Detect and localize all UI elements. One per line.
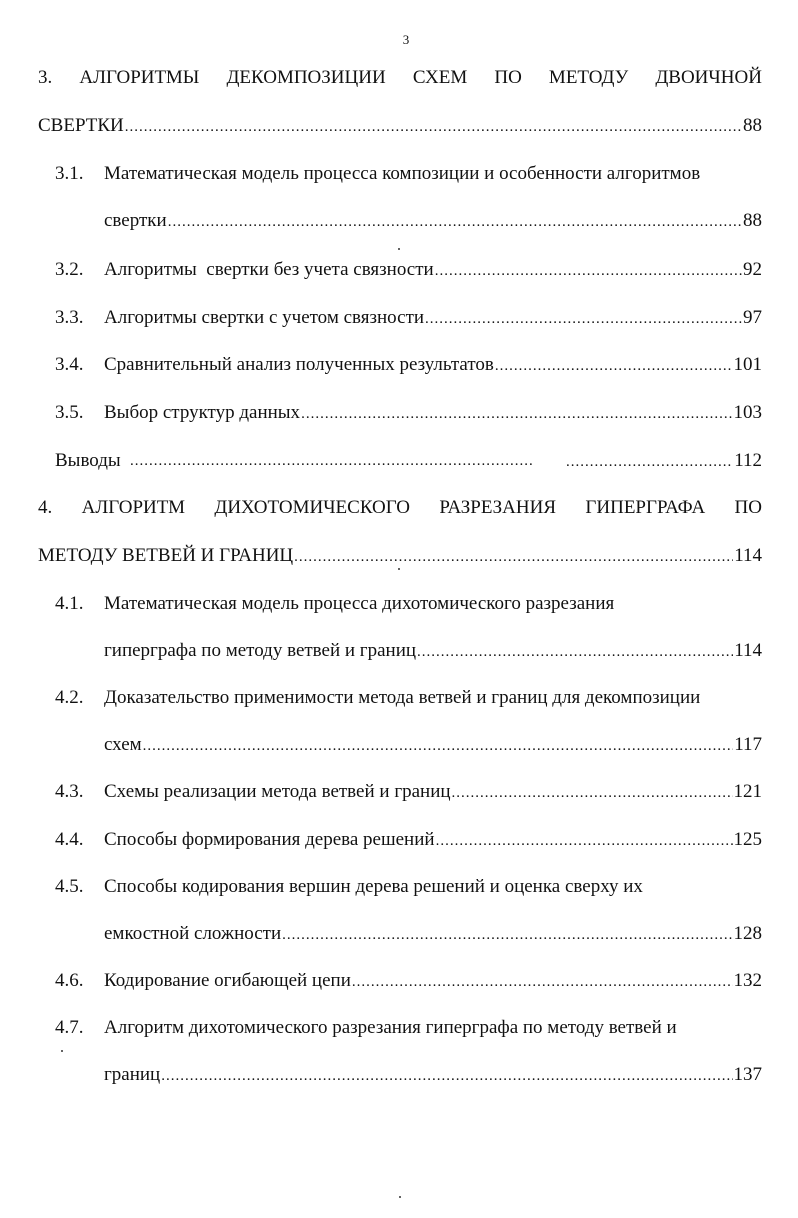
section-3-3-page: 97 [743,307,762,328]
section-4-4-entry [104,826,762,854]
section-3-3-title: Алгоритмы свертки с учетом связности [104,307,425,328]
section-4-1-page: 114 [734,640,762,661]
chapter-3-title-word: СХЕМ [412,67,468,88]
section-3-1-number: 3.1. [55,163,84,184]
conclusions-entry [565,447,762,475]
conclusions-page: 112 [734,450,762,471]
section-4-2-number: 4.2. [55,687,84,708]
section-4-3-title: Схемы реализации метода ветвей и границ [104,781,451,802]
section-4-5-entry [104,920,762,948]
section-3-1-title-line2: свертки [104,210,167,231]
section-3-5-number: 3.5. [55,402,84,423]
section-4-7-page: 137 [733,1064,762,1085]
section-3-1-title-line1: Математическая модель процесса композиции и особенности алгоритмов [104,163,701,184]
leader-dots [294,543,733,570]
section-3-3-entry [104,304,762,332]
section-4-7-number: 4.7. [55,1017,84,1038]
scan-speck [398,248,400,250]
section-3-4-number: 3.4. [55,354,84,375]
chapter-4-page: 114 [734,545,762,566]
section-4-1-number: 4.1. [55,593,84,614]
leader-dots [566,448,733,475]
leader-dots [301,400,732,427]
section-3-4-entry [104,351,762,379]
section-3-1-entry [104,207,762,235]
section-3-2-page: 92 [743,259,762,280]
chapter-4-title-continuation [38,542,762,570]
scan-speck [398,568,400,570]
chapter-3-title-word: ДЕКОМПОЗИЦИИ [226,67,386,88]
section-4-6-page: 132 [733,970,762,991]
section-4-5-number: 4.5. [55,876,84,897]
leader-dots [282,921,732,948]
section-4-6-title: Кодирование огибающей цепи [104,970,351,991]
chapter-3-title-word: ПО [494,67,522,88]
section-3-2-entry [104,256,762,284]
chapter-4-title-word: ПО [734,497,762,518]
section-4-5-page: 128 [733,923,762,944]
leader-dots [425,305,742,332]
section-3-5-entry [104,399,762,427]
section-4-1-title-line1: Математическая модель процесса дихотомического разрезания [104,593,615,614]
leader-dots [125,113,742,140]
leader-dots [452,779,733,806]
conclusions-title: Выводы [55,450,121,471]
chapter-3-title [38,64,762,92]
section-4-7-title-line2: границ [104,1064,161,1085]
section-4-4-title: Способы формирования дерева решений [104,829,435,850]
leader-dots [352,968,733,995]
section-3-5-page: 103 [733,402,762,423]
chapter-3-title-word: 3. [38,67,53,88]
leader-dots [130,447,532,475]
section-4-5-title-line1: Способы кодирования вершин дерева решений и оценка сверху их [104,876,643,897]
section-4-2-title-line1: Доказательство применимости метода ветвей и границ для декомпозиции [104,687,701,708]
chapter-3-title-word: МЕТОДУ [548,67,629,88]
chapter-3-title-continuation [38,112,762,140]
leader-dots [435,257,742,284]
section-4-3-entry [104,778,762,806]
chapter-4-title [38,494,762,522]
section-3-4-title: Сравнительный анализ полученных результатов [104,354,494,375]
scan-speck [399,1196,401,1198]
section-3-2-number: 3.2. [55,259,84,280]
chapter-3-page: 88 [743,115,762,136]
section-4-1-entry [104,637,762,665]
section-3-2-title: Алгоритмы свертки без учета связности [104,259,434,280]
section-4-3-page: 121 [733,781,762,802]
section-4-7-entry [104,1061,762,1089]
chapter-4-title-cont-text: МЕТОДУ ВЕТВЕЙ И ГРАНИЦ [38,545,294,566]
leader-dots [495,352,733,379]
section-4-2-title-line2: схем [104,734,142,755]
section-4-5-title-line2: емкостной сложности [104,923,282,944]
section-4-4-page: 125 [733,829,762,850]
section-4-6-number: 4.6. [55,970,84,991]
section-4-2-entry [104,731,762,759]
section-3-5-title: Выбор структур данных [104,402,301,423]
chapter-4-title-word: ДИХОТОМИЧЕСКОГО [214,497,410,518]
leader-dots [161,1062,732,1089]
chapter-3-title-cont-text: СВЕРТКИ [38,115,124,136]
chapter-3-title-word: ДВОИЧНОЙ [655,67,762,88]
section-4-6-entry [104,967,762,995]
scan-speck [61,1050,63,1052]
leader-dots [143,732,734,759]
leader-dots [417,638,733,665]
leader-dots [436,827,733,854]
page-number: 3 [402,32,410,47]
leader-dots [168,208,742,235]
chapter-4-title-word: 4. [38,497,53,518]
section-3-1-page: 88 [743,210,762,231]
section-4-1-title-line2: гиперграфа по методу ветвей и границ [104,640,417,661]
section-3-4-page: 101 [733,354,762,375]
section-4-2-page: 117 [734,734,762,755]
section-3-3-number: 3.3. [55,307,84,328]
section-4-4-number: 4.4. [55,829,84,850]
chapter-4-title-word: АЛГОРИТМ [81,497,185,518]
chapter-4-title-word: ГИПЕРГРАФА [585,497,706,518]
section-4-7-title-line1: Алгоритм дихотомического разрезания гиперграфа по методу ветвей и [104,1017,677,1038]
chapter-4-title-word: РАЗРЕЗАНИЯ [439,497,557,518]
chapter-3-title-word: АЛГОРИТМЫ [79,67,200,88]
section-4-3-number: 4.3. [55,781,84,802]
